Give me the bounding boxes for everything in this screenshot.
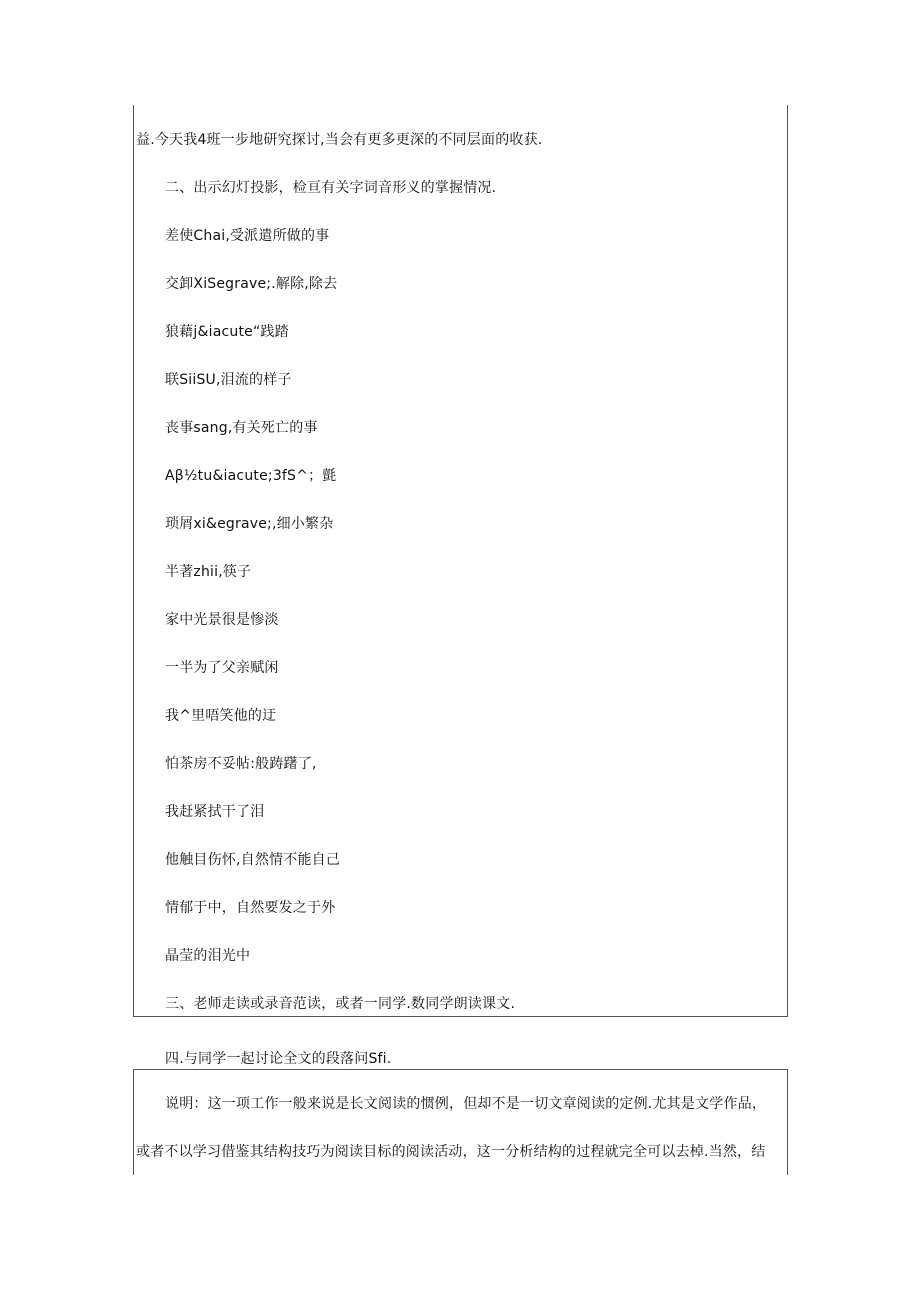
text-line: 说明：这一项工作一般来说是长文阅读的惯例，但却不是一切文章阅读的定例.尤其是文学作品， [165, 1096, 767, 1112]
phrase-item: 一半为了父亲赋闲 [165, 660, 279, 676]
phrase-item: 家中光景很是惨淡 [165, 612, 279, 628]
vocab-item: 差使Chai,受派遣所做的事 [165, 228, 330, 244]
text-line: 益.今天我4班一步地研究探讨,当会有更多更深的不同层面的收获. [136, 132, 543, 148]
vocab-item: 交卸XiSegrave;.解除,除去 [165, 276, 338, 292]
vocab-item: 狼藉j&iacute“践踏 [165, 324, 289, 340]
phrase-item: 情郁于中，自然要发之于外 [165, 900, 336, 916]
section-heading: 二、出示幻灯投影，检亘有关字词音形义的掌握情况. [165, 180, 497, 196]
phrase-item: 晶莹的泪光中 [165, 948, 251, 964]
text-line: 或者不以学习借鉴其结构技巧为阅读目标的阅读活动，这一分析结构的过程就完全可以去棹.当然，结 [136, 1144, 766, 1160]
phrase-item: 怕茶房不妥帖:般踌躇了, [165, 756, 317, 772]
vocab-item: 丧事sang,有关死亡的事 [165, 420, 318, 436]
vocab-item: 琐屑xi&egrave;,细小繁杂 [165, 516, 334, 532]
vocab-item: 半著zhii,筷子 [165, 564, 252, 580]
section-heading: 三、老师走读或录音范读，或者一同学.数同学朗读课文. [165, 996, 516, 1012]
phrase-item: 我^里唔笑他的迂 [165, 708, 277, 724]
vocab-item: 联SiiSU,泪流的样子 [165, 372, 292, 388]
section-heading: 四.与同学一起讨论全文的段落问Sfi. [165, 1051, 392, 1067]
phrase-item: 我赶紧拭干了泪 [165, 804, 265, 820]
vocab-item: Aβ½tu&iacute;3fS^；氈 [165, 468, 337, 484]
phrase-item: 他触目伤怀,自然情不能自己 [165, 852, 341, 868]
